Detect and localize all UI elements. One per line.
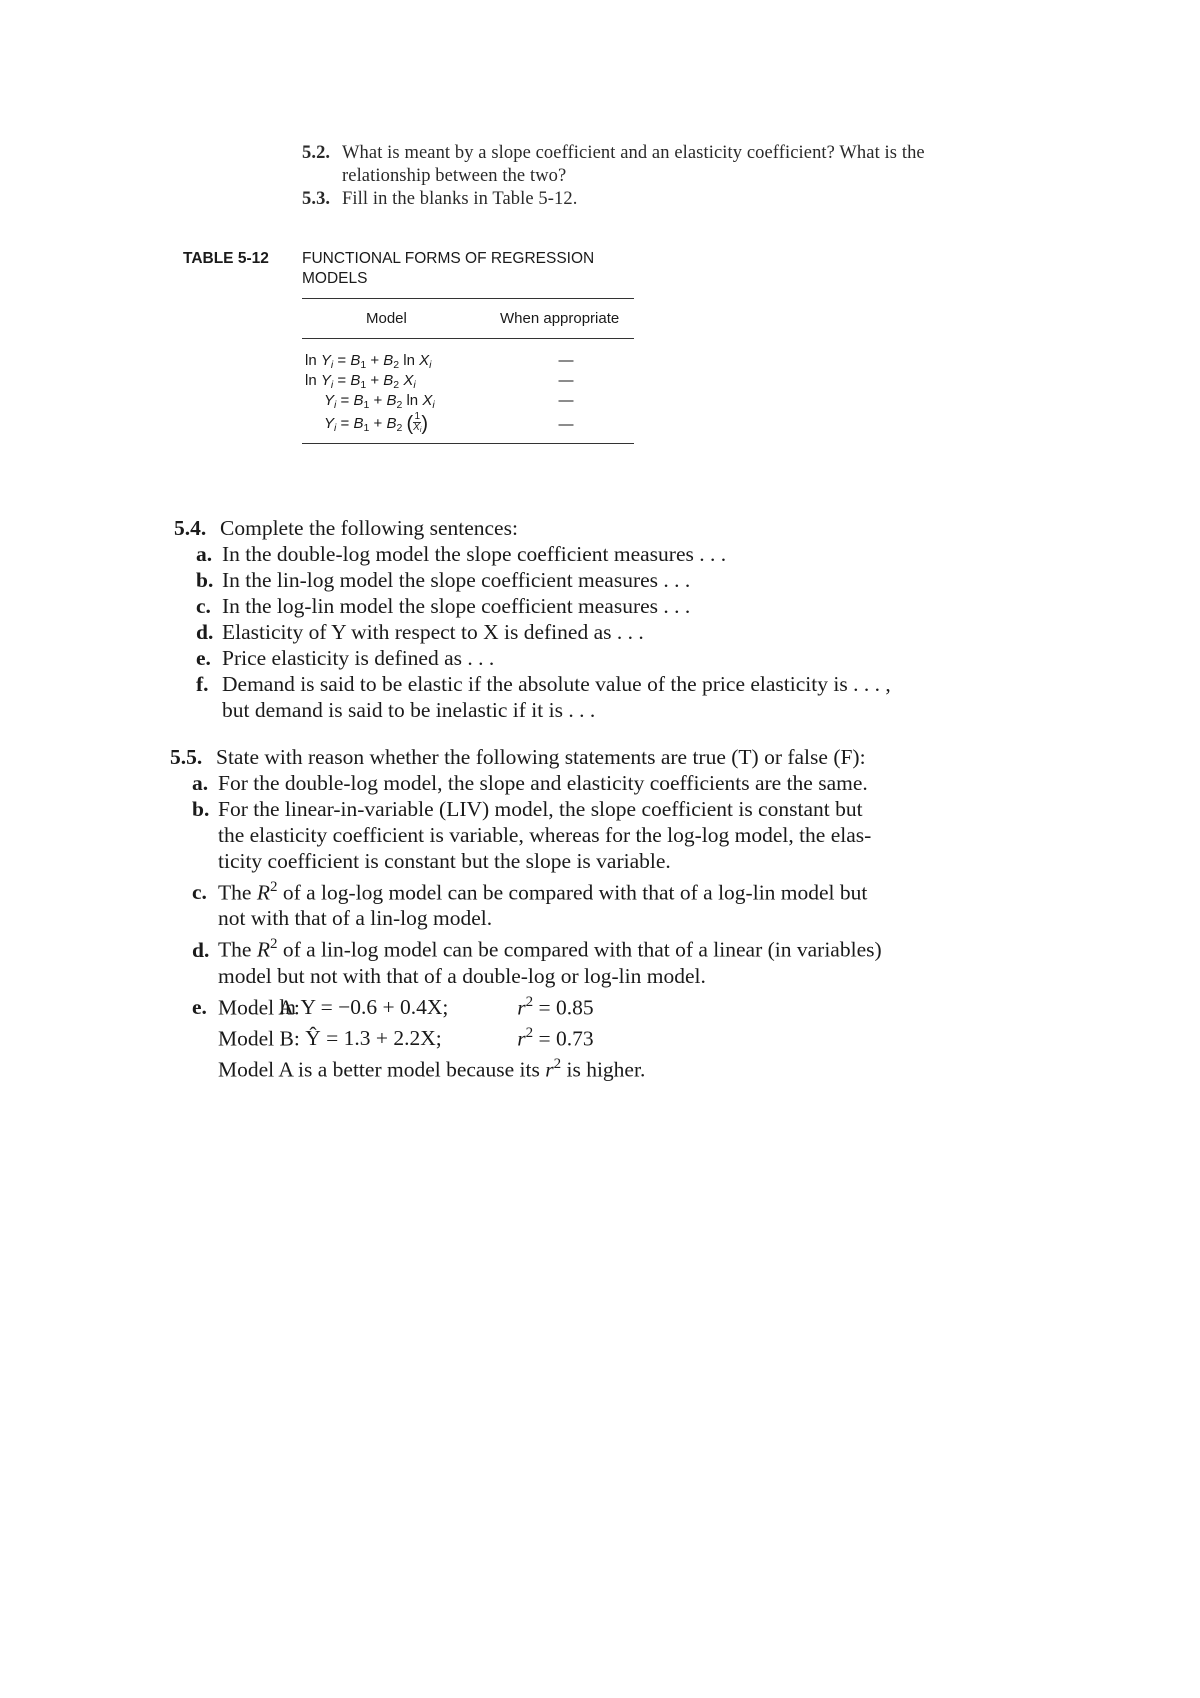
list-item-continuation: Model B: Ŷ = 1.3 + 2.2X; $r^2 = 0.73$ xyxy=(218,1024,594,1051)
question-number: 5.5. xyxy=(170,745,203,769)
list-item-continuation: model but not with that of a double-log or log-lin model. xyxy=(218,963,706,988)
table-header-rule xyxy=(302,338,634,339)
list-item-continuation: Model A is a better model because its $r^2$ is higher. xyxy=(218,1056,646,1082)
column-header-when-appropriate: When appropriate xyxy=(500,310,620,327)
table-row-blank: — xyxy=(558,416,574,433)
list-item: b. In the lin-log model the slope coefficient measures . . . xyxy=(196,568,691,592)
list-item-continuation: the elasticity coefficient is variable, whereas for the log-log model, the elas- xyxy=(218,823,872,847)
question-number: 5.4. xyxy=(174,516,207,540)
list-item-continuation: not with that of a lin-log model. xyxy=(218,906,493,931)
list-item: c. In the log-lin model the slope coefficient measures . . . xyxy=(196,594,691,618)
list-item: e. Price elasticity is defined as . . . xyxy=(196,646,495,670)
table-row-model-3: $Y_i = B_1 + B_2$ $\ln X_i$ xyxy=(324,392,435,412)
question-5-3: 5.3. Fill in the blanks in Table 5-12. xyxy=(302,189,578,209)
list-item: c. The $R^2$ of a log-log model can be compared with that of a log-lin model but xyxy=(192,879,868,905)
list-item: d. Elasticity of Y with respect to X is defined as . . . xyxy=(196,620,644,644)
question-5-2-line1: 5.2. What is meant by a slope coefficient and an elasticity coefficient? What is the xyxy=(302,143,925,163)
question-5-2 xyxy=(302,142,1062,211)
question-number: 5.2. xyxy=(302,143,331,163)
table-title: FUNCTIONAL FORMS OF REGRESSION MODELS xyxy=(302,250,595,287)
table-top-rule xyxy=(302,298,634,299)
table-row-blank: — xyxy=(558,392,574,409)
list-item: f. Demand is said to be elastic if the absolute value of the price elasticity is . . . , xyxy=(196,672,891,696)
list-item-continuation: but demand is said to be inelastic if it is . . . xyxy=(222,698,596,722)
list-item: e. Model A: ln Y = −0.6 + 0.4X; $r^2 = 0.85$ xyxy=(192,993,594,1019)
question-5-2-line2: relationship between the two? xyxy=(342,166,567,186)
question-number: 5.3. xyxy=(302,189,331,209)
list-item: d. The $R^2$ of a lin-log model can be compared with that of a linear (in variables) xyxy=(192,936,882,962)
question-5-4 xyxy=(174,515,1074,723)
table-row-model-1: $\ln Y_i = B_1 + B_2$ $\ln X_i$ xyxy=(305,352,432,372)
model-a-equation: ln Y = −0.6 + 0.4X; xyxy=(279,994,449,1019)
table-row-blank: — xyxy=(558,372,574,389)
column-header-model: Model xyxy=(366,310,407,327)
list-item: a. In the double-log model the slope coefficient measures . . . xyxy=(196,542,727,566)
table-row-model-2: $\ln Y_i = B_1 + B_2$ $X_i$ xyxy=(305,372,416,392)
table-row-model-4: $Y_i = B_1 + B_2$ ( $\frac{1}{X_i}$ ) xyxy=(324,411,429,436)
list-item: a. For the double-log model, the slope and elasticity coefficients are the same. xyxy=(192,771,868,795)
question-5-4-intro: 5.4. Complete the following sentences: xyxy=(174,516,518,540)
list-item: b. For the linear-in-variable (LIV) model, the slope coefficient is constant but xyxy=(192,797,863,821)
table-bottom-rule xyxy=(302,443,634,444)
table-row-blank: — xyxy=(558,352,574,369)
list-item-continuation: ticity coefficient is constant but the slope is variable. xyxy=(218,849,671,873)
table-label: TABLE 5-12 xyxy=(183,250,269,267)
question-5-5-intro: 5.5. State with reason whether the following statements are true (T) or false (F): xyxy=(170,745,866,769)
model-b-equation: Ŷ = 1.3 + 2.2X; xyxy=(305,1026,442,1051)
question-5-5 xyxy=(170,744,1080,1082)
